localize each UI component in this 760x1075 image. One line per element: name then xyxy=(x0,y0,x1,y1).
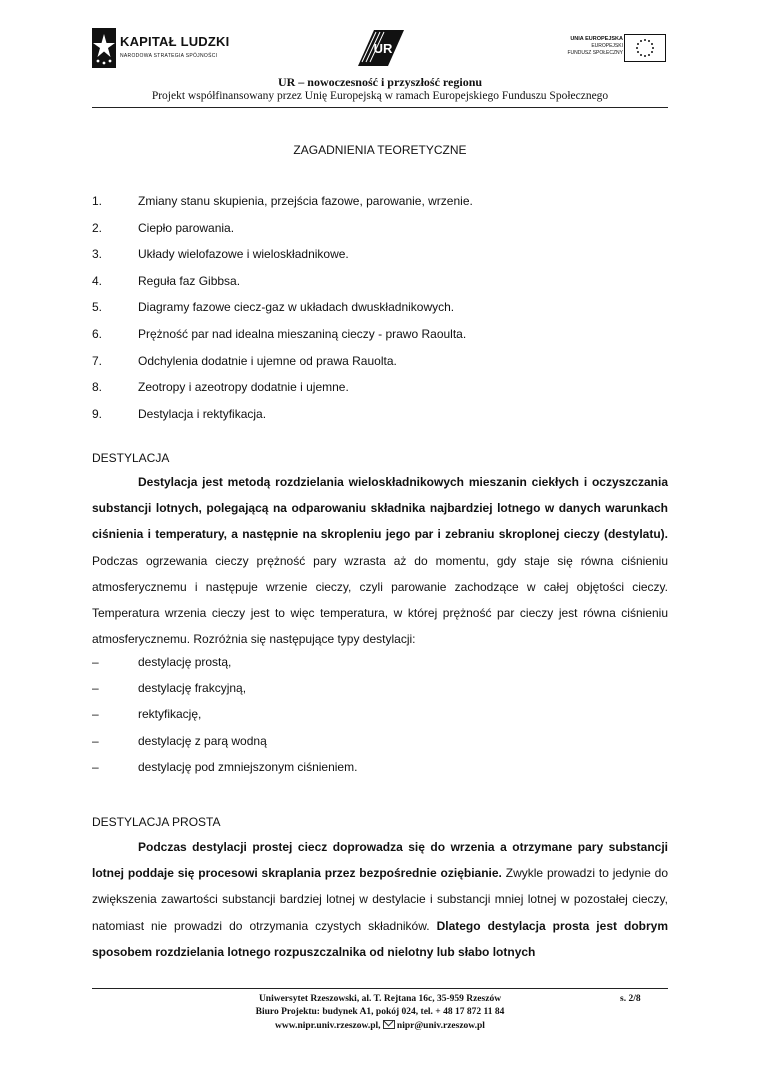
list-item xyxy=(92,403,672,430)
destylacja-paragraph xyxy=(92,469,668,652)
kapital-ludzki-subtitle: NARODOWA STRATEGIA SPÓJNOŚCI xyxy=(120,53,218,59)
mail-icon xyxy=(383,1020,395,1029)
list-item-number: 7. xyxy=(92,353,103,368)
footer-office: Biuro Projektu: budynek A1, pokój 024, tel. + 48 17 872 11 84 xyxy=(255,1007,505,1017)
footer-website[interactable]: www.nipr.univ.rzeszow.pl, xyxy=(275,1021,381,1031)
destylacja-description: Podczas ogrzewania cieczy prężność pary wzrasta aż do momentu, gdy staje się równa ciśnieniu atmosferycznemu i następuje wrzenie cieczy, czyli parowanie zachodzące w całej objętości cieczy. Temperatura wrzenia cieczy jest to więc temperatura, w której prężność par cieczy jest równa ciśnieniu atmosferycznemu. Rozróżnia się następujące typy destylacji: xyxy=(92,553,668,647)
list-item xyxy=(92,756,672,782)
dash-marker: – xyxy=(92,733,99,748)
prosta-normal-1: Zwykle prowadzi to jedynie do zwiększenia zawartości substancji bardziej lotnej w destylacie i substancji mniej lotnej w pozostałej cieczy, natomiast nie prowadzi do otrzymania czystych składników. xyxy=(92,866,668,933)
project-subtitle: Projekt współfinansowany przez Unię Europejską w ramach Europejskiego Funduszu Społecznego xyxy=(151,90,609,102)
list-item-text: Prężność par nad idealna mieszaniną cieczy - prawo Raoulta. xyxy=(138,326,467,341)
list-item xyxy=(92,190,672,217)
list-item xyxy=(92,217,672,244)
list-item-text: Zeotropy i azeotropy dodatnie i ujemne. xyxy=(138,380,349,395)
list-item-text: destylację pod zmniejszonym ciśnieniem. xyxy=(138,759,358,774)
theory-heading: ZAGADNIENIA TEORETYCZNE xyxy=(293,143,467,157)
dash-marker: – xyxy=(92,707,99,722)
list-item xyxy=(92,323,672,350)
list-item xyxy=(92,350,672,377)
list-item-text: destylację z parą wodną xyxy=(138,733,267,748)
destylacja-prosta-paragraph xyxy=(92,834,668,965)
list-item xyxy=(92,730,672,756)
eu-logo-text xyxy=(560,36,623,57)
list-item-number: 5. xyxy=(92,300,103,315)
theory-list xyxy=(92,190,672,429)
list-item xyxy=(92,376,672,403)
prosta-bold-2: Dlatego destylacja prosta jest dobrym sposobem rozdzielania lotnego rozpuszczalnika od nielotny lub słabo lotnych xyxy=(92,918,669,959)
destylacja-heading: DESTYLACJA xyxy=(92,451,170,465)
destylacja-definition: Destylacja jest metodą rozdzielania wieloskładnikowych mieszanin ciekłych i oczyszczania substancji lotnych, polegającą na odparowaniu składnika najbardziej lotnego w danych warunkach ciśnienia i temperatury, a następnie na skropleniu jego par i zebraniu skroplonej cieczy (destylatu). xyxy=(92,475,668,542)
list-item xyxy=(92,270,672,297)
list-item-text: Ciepło parowania. xyxy=(138,220,235,235)
list-item-number: 6. xyxy=(92,326,103,341)
eu-logo-line2: EUROPEJSKI xyxy=(591,43,623,49)
destylacja-types-list xyxy=(92,651,672,782)
list-item-text: rektyfikację, xyxy=(138,707,202,722)
kapital-ludzki-title: KAPITAŁ LUDZKI xyxy=(120,34,230,49)
list-item-text: Odchylenia dodatnie i ujemne od prawa Rauolta. xyxy=(138,353,397,368)
destylacja-prosta-heading: DESTYLACJA PROSTA xyxy=(92,815,221,829)
university-rzeszow-logo xyxy=(352,28,410,68)
kapital-ludzki-star-icon xyxy=(92,28,116,68)
eu-logo-line1: UNIA EUROPEJSKA xyxy=(570,36,623,42)
dash-marker: – xyxy=(92,681,99,696)
footer-email[interactable]: nipr@univ.rzeszow.pl xyxy=(396,1021,485,1031)
list-item xyxy=(92,243,672,270)
footer-contact xyxy=(0,1020,760,1031)
eu-flag-icon xyxy=(624,34,666,62)
list-item-number: 4. xyxy=(92,273,103,288)
eu-logo xyxy=(560,34,670,64)
kapital-ludzki-logo xyxy=(92,26,242,70)
list-item-text: destylację prostą, xyxy=(138,655,232,669)
dash-marker: – xyxy=(92,655,99,669)
eu-logo-line3: FUNDUSZ SPOŁECZNY xyxy=(567,50,623,56)
prosta-bold-1: Podczas destylacji prostej ciecz doprowadza się do wrzenia a otrzymane pary substancji lotnej poddaje się procesowi skraplania przez bezpośrednie oziębianie. xyxy=(92,840,668,881)
page-number: s. 2/8 xyxy=(620,994,641,1004)
list-item-number: 9. xyxy=(92,406,103,421)
list-item-text: Diagramy fazowe ciecz-gaz w układach dwuskładnikowych. xyxy=(138,300,455,315)
list-item xyxy=(92,703,672,729)
project-title: UR – nowoczesność i przyszłość regionu xyxy=(277,75,483,89)
list-item-text: Układy wielofazowe i wieloskładnikowe. xyxy=(138,247,349,262)
footer-address: Uniwersytet Rzeszowski, al. T. Rejtana 16c, 35-959 Rzeszów xyxy=(258,994,502,1004)
list-item-text: Reguła faz Gibbsa. xyxy=(138,273,241,288)
list-item-text: Zmiany stanu skupienia, przejścia fazowe, parowanie, wrzenie. xyxy=(138,194,473,208)
list-item-number: 1. xyxy=(92,194,103,208)
list-item-text: destylację frakcyjną, xyxy=(138,681,247,696)
list-item xyxy=(92,677,672,703)
list-item xyxy=(92,651,672,677)
list-item-number: 8. xyxy=(92,380,103,395)
list-item xyxy=(92,296,672,323)
list-item-text: Destylacja i rektyfikacja. xyxy=(138,406,267,421)
header-divider xyxy=(92,107,668,108)
ur-logo-text: UR xyxy=(373,41,393,56)
list-item-number: 2. xyxy=(92,220,103,235)
dash-marker: – xyxy=(92,759,99,774)
footer-divider xyxy=(92,988,668,989)
list-item-number: 3. xyxy=(92,247,103,262)
